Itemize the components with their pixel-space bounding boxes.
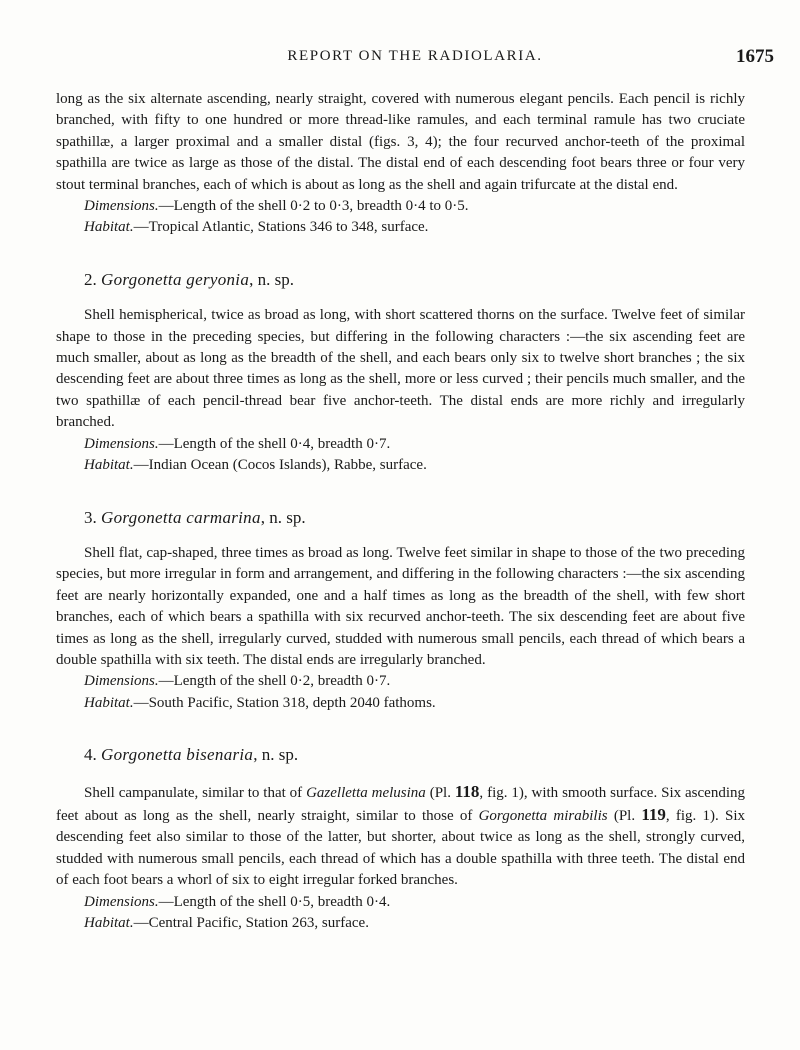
species-entry-bisenaria <box>56 744 745 934</box>
habitat-label: Habitat. <box>84 457 134 474</box>
habitat-line <box>56 217 745 238</box>
plate-number: 118 <box>454 781 480 801</box>
dimensions-text: —Length of the shell 0·5, breadth 0·4. <box>158 893 391 910</box>
habitat-text: —Indian Ocean (Cocos Islands), Rabbe, surface. <box>133 457 427 474</box>
habitat-line <box>56 693 745 714</box>
intro-continuation <box>56 89 745 239</box>
habitat-line <box>56 455 745 476</box>
habitat-text: —Tropical Atlantic, Stations 346 to 348, surface. <box>133 219 429 236</box>
page-header <box>56 46 774 70</box>
species-entry-geryonia <box>56 269 745 477</box>
species-description: Shell hemispherical, twice as broad as long, with short scattered thorns on the surface. Twelve feet of similar shape to those in the preceding species, but differing in the following characters :—the six ascending feet are much smaller, about as long as the breadth of the shell, and each bears only six to twelve short branches ; the six descending feet are about three times as long as the shell, more or less curved ; their pencils much smaller, and the two spathillæ of each pencil-thread bear five anchor-teeth. The distal ends are more richly and irregularly branched. <box>56 307 745 431</box>
species-suffix: , n. sp. <box>260 507 306 527</box>
dimensions-text: —Length of the shell 0·2 to 0·3, breadth 0·4 to 0·5. <box>158 198 469 215</box>
dimensions-line <box>56 434 745 455</box>
species-description: Shell flat, cap-shaped, three times as broad as long. Twelve feet similar in shape to those of the two preceding species, but more irregular in form and arrangement, and differing in the following characters :—the six ascending feet are nearly horizontally expanded, one and a half times as long as the breadth of the shell, with few short branches, each of which bears a spathilla with six recurved anchor-teeth. The six descending feet are about five times as long as the shell, irregularly curved, studded with numerous small pencils, each thread of which bears a double spathilla with six teeth. The distal ends are irregularly branched. <box>56 544 745 668</box>
dimensions-label: Dimensions. <box>84 893 159 910</box>
dimensions-text: —Length of the shell 0·2, breadth 0·7. <box>158 673 391 690</box>
species-name: Gorgonetta carmarina <box>101 507 261 527</box>
species-suffix: , n. sp. <box>253 745 299 765</box>
page-number: 1675 <box>736 46 774 67</box>
description-text: Shell campanulate, similar to that of <box>84 784 307 801</box>
page-body <box>56 89 745 934</box>
cross-ref-species: Gazelletta melusina <box>306 784 426 801</box>
species-heading <box>56 507 745 528</box>
description-text: , fig. 1), with smooth surface. Six ascending feet about as long as the shell, nearly straight, similar to those of <box>56 784 745 824</box>
dimensions-line <box>56 671 745 692</box>
dimensions-text: —Length of the shell 0·4, breadth 0·7. <box>158 435 391 452</box>
habitat-text: —South Pacific, Station 318, depth 2040 fathoms. <box>133 694 436 711</box>
species-name: Gorgonetta geryonia <box>101 269 250 289</box>
cross-ref-species: Gorgonetta mirabilis <box>478 807 608 824</box>
description-text: (Pl. <box>607 807 642 824</box>
habitat-text: —Central Pacific, Station 263, surface. <box>133 915 369 931</box>
species-heading <box>56 269 745 290</box>
species-heading <box>56 744 745 765</box>
species-number: 4. <box>84 745 97 765</box>
species-suffix: , n. sp. <box>249 269 295 289</box>
species-name: Gorgonetta bisenaria <box>101 745 254 765</box>
dimensions-line <box>56 892 745 913</box>
species-number: 3. <box>84 507 97 527</box>
habitat-label: Habitat. <box>84 219 134 236</box>
intro-paragraph: long as the six alternate ascending, nearly straight, covered with numerous elegant pencils. Each pencil is richly branched, with fifty to one hundred or more thread-like ramules, and each terminal ramule has two cruciate spathillæ, a larger proximal and a smaller distal (figs. 3, 4); the four recurved anchor-teeth of the proximal spathilla are twice as large as those of the distal. The distal end of each descending foot bears three or four very stout terminal branches, each of which is about as long as the shell and again trifurcate at the distal end. <box>56 91 745 193</box>
plate-number: 119 <box>641 804 666 824</box>
habitat-line <box>56 913 745 934</box>
habitat-label: Habitat. <box>84 915 134 931</box>
species-description <box>56 781 745 892</box>
habitat-label: Habitat. <box>84 694 134 711</box>
species-number: 2. <box>84 269 97 289</box>
description-text: (Pl. <box>425 784 455 801</box>
species-entry-carmarina <box>56 507 745 715</box>
description-text: , fig. 1). Six descending feet also similar to those of the latter, but shorter, about twice as long as the shell, strongly curved, studded with numerous small pencils, each thread of which has a double spathilla with three teeth. The distal end of each foot bears a whorl of six to eight irregular forked branches. <box>56 807 745 889</box>
dimensions-label: Dimensions. <box>84 435 159 452</box>
dimensions-line <box>56 196 745 217</box>
dimensions-label: Dimensions. <box>84 673 159 690</box>
running-title: REPORT ON THE RADIOLARIA. <box>287 48 543 64</box>
dimensions-label: Dimensions. <box>84 198 159 215</box>
